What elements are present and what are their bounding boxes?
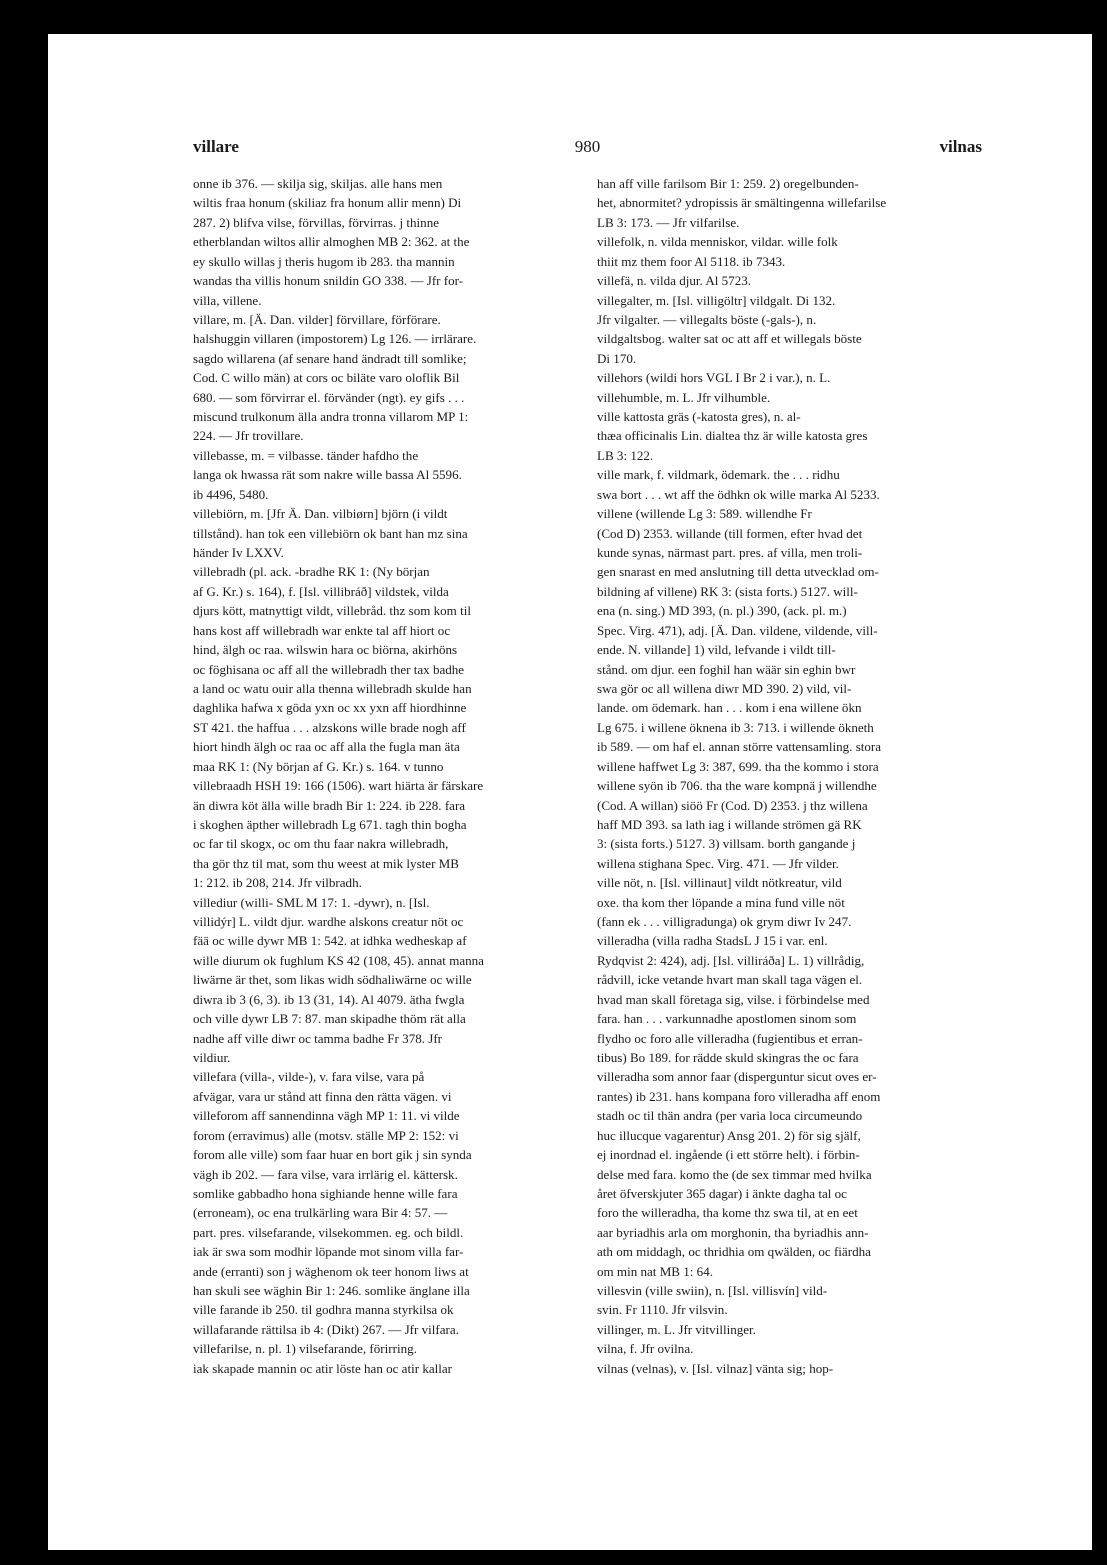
text-line: hind, älgh oc raa. wilswin hara oc biörna, akirhöns <box>193 642 458 658</box>
text-line: af G. Kr.) s. 164), f. [Isl. villibráð] vildstek, vilda <box>193 583 449 599</box>
text-line: sagdo willarena (af senare hand ändradt till somlike; <box>193 350 467 366</box>
text-line: och ville dywr LB 7: 87. man skipadhe thöm rät alla <box>193 1011 466 1027</box>
text-line: maa RK 1: (Ny början af G. Kr.) s. 164. v tunno <box>193 758 444 774</box>
running-header <box>193 137 982 161</box>
text-line: nadhe aff ville diwr oc tamma badhe Fr 378. Jfr <box>193 1030 443 1046</box>
text-line: villare, m. [Ä. Dan. vilder] förvillare, förförare. <box>193 311 441 327</box>
text-line: (erroneam), oc ena trulkärling wara Bir 4: 57. — <box>193 1205 448 1221</box>
text-line: 1: 212. ib 208, 214. Jfr vilbradh. <box>193 875 362 891</box>
text-line: iak är swa som modhir löpande mot sinom villa far- <box>193 1244 464 1260</box>
text-line: afvägar, vara ur stånd att finna den rätta vägen. vi <box>193 1088 452 1104</box>
text-line: 3: (sista forts.) 5127. 3) villsam. borth gangande j <box>597 836 856 852</box>
text-line: bildning af villene) RK 3: (sista forts.) 5127. will- <box>597 583 858 599</box>
text-line: ST 421. the haffua . . . alzskons wille brade nogh aff <box>193 719 466 735</box>
text-line: villebraadh HSH 19: 166 (1506). wart hiärta är färskare <box>193 778 484 794</box>
text-line: om min nat MB 1: 64. <box>597 1263 713 1279</box>
text-line: LB 3: 173. — Jfr vilfarilse. <box>597 214 740 230</box>
text-line: rantes) ib 231. hans kompana foro villeradha aff enom <box>597 1088 881 1104</box>
text-line: tha gör thz til mat, som thu weest at mik lyster MB <box>193 855 459 871</box>
text-line: han aff ville farilsom Bir 1: 259. 2) oregelbunden- <box>597 176 859 191</box>
text-line: stadh oc til thän andra (per varia loca circumeundo <box>597 1108 863 1124</box>
text-line: villehors (wildi hors VGL I Br 2 i var.), n. L. <box>597 370 831 386</box>
text-line: wiltis fraa honum (skiliaz fra honum allir menn) Di <box>193 195 462 211</box>
text-line: vildgaltsbog. walter sat oc att aff et willegals böste <box>597 331 862 347</box>
header-left-headword: villare <box>193 137 239 156</box>
text-line: villeradha som annor faar (disperguntur sicut oves er- <box>597 1069 877 1085</box>
text-line: stånd. om djur. een foghil han wäär sin eghin bwr <box>597 661 856 677</box>
text-line: villebasse, m. = vilbasse. tänder hafdho the <box>193 447 419 463</box>
text-line: thiit mz them foor Al 5118. ib 7343. <box>597 253 786 269</box>
text-line: villeradha (villa radha StadsL J 15 i var. enl. <box>597 933 828 949</box>
text-line: flydho oc foro alle villeradha (fugientibus et erran- <box>597 1030 863 1046</box>
text-line: a land oc watu ouir alla thenna willebradh skulde han <box>193 680 472 696</box>
text-line: vilnas (velnas), v. [Isl. vilnaz] vänta sig; hop- <box>597 1360 834 1376</box>
text-line: swa bort . . . wt aff the ödhkn ok wille marka Al 5233. <box>597 486 880 502</box>
text-line: wandas tha villis honum snildin GO 338. — Jfr for- <box>193 273 464 289</box>
text-line: villidýr] L. vildt djur. wardhe alskons creatur nöt oc <box>193 914 464 930</box>
text-line: svin. Fr 1110. Jfr vilsvin. <box>597 1302 728 1318</box>
text-line: huc illucque vagarentur) Ansg 201. 2) för sig själf, <box>597 1127 861 1143</box>
text-line: ey skullo willas j theris hugom ib 283. tha mannin <box>193 253 455 269</box>
text-line: året öfverskjuter 365 dagar) i änkte dagha tal oc <box>597 1185 847 1201</box>
text-line: (fann ek . . . villigradunga) ok grym diwr Iv 247. <box>597 914 852 930</box>
text-line: villegalter, m. [Isl. villigöltr] vildgalt. Di 132. <box>597 292 836 308</box>
text-line: tibus) Bo 189. for rädde skuld skingras the oc fara <box>597 1049 859 1065</box>
page-number: 980 <box>574 137 601 156</box>
text-line: willene haffwet Lg 3: 387, 699. tha the kommo i stora <box>597 758 879 774</box>
text-line: villefarilse, n. pl. 1) vilsefarande, förirring. <box>193 1341 417 1357</box>
text-line: villefä, n. vilda djur. Al 5723. <box>597 273 752 289</box>
text-line: Spec. Virg. 471), adj. [Ä. Dan. vildene, vildende, vill- <box>597 622 878 638</box>
text-line: vägh ib 202. — fara vilse, vara irrlärig el. kättersk. <box>193 1166 458 1182</box>
text-line: kunde synas, närmast part. pres. af villa, men troli- <box>597 545 863 561</box>
text-line: han skuli see wäghin Bir 1: 246. somlike änglane illa <box>193 1283 470 1299</box>
text-line: ib 589. — om haf el. annan större vattensamling. stora <box>597 739 882 755</box>
text-line: fää oc wille dywr MB 1: 542. at idhka wedheskap af <box>193 933 467 949</box>
text-line: Jfr vilgalter. — villegalts böste (-gals-), n. <box>597 311 817 327</box>
text-line: oc far til skogx, oc om thu faar nakra willebradh, <box>193 836 449 852</box>
text-line: än diwra köt älla wille bradh Bir 1: 224. ib 228. fara <box>193 797 466 813</box>
text-line: ville kattosta gräs (-katosta gres), n. al- <box>597 409 801 425</box>
text-line: ej inordnad el. ingående (i ett större helt). i förbin- <box>597 1147 860 1163</box>
text-line: 680. — som förvirrar el. förvänder (ngt). ey gifs . . . <box>193 389 465 405</box>
text-line: swa gör oc all willena diwr MD 390. 2) vild, vil- <box>597 680 852 696</box>
text-line: i skoghen äpther willebradh Lg 671. tagh thin bogha <box>193 816 467 832</box>
text-line: Cod. C willo män) at cors oc biläte varo oloflik Bil <box>193 370 460 386</box>
text-line: iak skapade mannin oc atir löste han oc atir kallar <box>193 1360 453 1376</box>
left-column <box>193 174 574 1394</box>
text-line: ath om middagh, oc thridhia om qwälden, oc fiärdha <box>597 1244 871 1260</box>
text-line: foro the willeradha, tha kome thz swa til, at en eet <box>597 1205 858 1221</box>
text-line: vildiur. <box>193 1049 231 1065</box>
text-line: liwärne är thet, som likas widh södhaliwärne oc wille <box>193 972 472 988</box>
text-line: ville farande ib 250. til godhra manna styrkilsa ok <box>193 1302 454 1318</box>
text-line: gen snarast en med anslutning till detta utvecklad om- <box>597 564 879 580</box>
text-line: etherblandan wiltos allir almoghen MB 2: 362. at the <box>193 234 470 250</box>
text-line: thæa officinalis Lin. dialtea thz är wille katosta gres <box>597 428 868 444</box>
text-line: forom (erravimus) alle (motsv. ställe MP 2: 152: vi <box>193 1127 459 1143</box>
text-line: 287. 2) blifva vilse, förvillas, förvirras. j thinne <box>193 214 440 230</box>
text-line: tillstånd). han tok een villebiörn ok bant han mz sina <box>193 525 468 541</box>
text-line: ib 4496, 5480. <box>193 486 269 502</box>
text-line: (Cod D) 2353. willande (till formen, efter hvad det <box>597 525 863 541</box>
text-line: händer Iv LXXV. <box>193 545 284 561</box>
text-line: willena stighana Spec. Virg. 471. — Jfr vilder. <box>597 855 839 871</box>
text-line: villesvin (ville swiin), n. [Isl. villisvín] vild- <box>597 1283 828 1299</box>
text-line: ville nöt, n. [Isl. villinaut] vildt nötkreatur, vild <box>597 875 842 891</box>
text-line: oxe. tha kom ther löpande a mina fund ville nöt <box>597 894 845 910</box>
text-line: villeforom aff sannendinna vägh MP 1: 11. vi vilde <box>193 1108 460 1124</box>
text-line: villefolk, n. vilda menniskor, vildar. wille folk <box>597 234 838 250</box>
text-line: villinger, m. L. Jfr vitvillinger. <box>597 1321 756 1337</box>
text-line: 224. — Jfr trovillare. <box>193 428 304 444</box>
text-line: villebiörn, m. [Jfr Ä. Dan. vilbiørn] björn (i vildt <box>193 506 448 522</box>
text-line: het, abnormitet? ydropissis är smältingenna willefarilse <box>597 195 887 211</box>
text-line: oc föghisana oc aff all the willebradh ther tax badhe <box>193 661 465 677</box>
text-line: ende. N. villande] 1) vild, lefvande i vildt till- <box>597 642 836 658</box>
text-line: forom alle ville) som faar huar en bort gik j sin synda <box>193 1147 472 1163</box>
text-line: ande (erranti) son j wäghenom ok teer honom liws at <box>193 1263 469 1279</box>
header-right-headword: vilnas <box>939 137 982 156</box>
text-line: halshuggin villaren (impostorem) Lg 126. — irrlärare. <box>193 331 477 347</box>
text-line: miscund trulkonum älla andra tronna villarom MP 1: <box>193 409 469 425</box>
text-line: villehumble, m. L. Jfr vilhumble. <box>597 389 771 405</box>
text-line: onne ib 376. — skilja sig, skiljas. alle hans men <box>193 176 443 191</box>
text-line: aar byriadhis arla om morghonin, tha byriadhis ann- <box>597 1224 869 1240</box>
text-line: delse med fara. komo the (de sex timmar med hvilka <box>597 1166 872 1182</box>
text-line: willafarande rättilsa ib 4: (Dikt) 267. — Jfr vilfara. <box>193 1321 459 1337</box>
text-line: wille diurum ok fughlum KS 42 (108, 45). annat manna <box>193 952 484 968</box>
text-line: Di 170. <box>597 350 637 366</box>
text-line: willene syön ib 706. tha the ware kompnä j willendhe <box>597 778 877 794</box>
text-line: lande. om ödemark. han . . . kom i ena willene ökn <box>597 700 862 716</box>
text-line: villa, villene. <box>193 292 262 308</box>
text-line: langa ok hwassa rät som nakre wille bassa Al 5596. <box>193 467 462 483</box>
text-line: djurs kött, matnyttigt vildt, villebråd. thz som kom til <box>193 603 471 619</box>
text-line: somlike gabbadho hona sighiande henne wille fara <box>193 1185 458 1201</box>
text-line: Lg 675. i willene öknena ib 3: 713. i willende ökneth <box>597 719 874 735</box>
text-line: villediur (willi- SML M 17: 1. -dywr), n. [Isl. <box>193 894 430 910</box>
text-line: Rydqvist 2: 424), adj. [Isl. villiráða] L. 1) villrådig, <box>597 952 865 968</box>
text-line: villene (willende Lg 3: 589. willendhe Fr <box>597 506 812 522</box>
text-line: vilna, f. Jfr ovilna. <box>597 1341 694 1357</box>
text-line: diwra ib 3 (6, 3). ib 13 (31, 14). Al 4079. ätha fwgla <box>193 991 465 1007</box>
text-line: LB 3: 122. <box>597 447 654 463</box>
text-line: (Cod. A willan) siöö Fr (Cod. D) 2353. j thz willena <box>597 797 868 813</box>
text-line: daghlika hafwa x göda yxn oc xx yxn aff hiordhinne <box>193 700 467 716</box>
text-line: hans kost aff willebradh war enkte tal aff hiort oc <box>193 622 451 638</box>
text-line: rådvill, icke vetande hvart man skall taga vägen el. <box>597 972 863 988</box>
text-line: villefara (villa-, vilde-), v. fara vilse, vara på <box>193 1069 425 1085</box>
text-line: fara. han . . . varkunnadhe apostlomen sinom som <box>597 1011 857 1027</box>
text-line: hiort hindh älgh oc raa oc aff alla the fugla man äta <box>193 739 460 755</box>
text-line: hvad man skall företaga sig, vilse. i förbindelse med <box>597 991 870 1007</box>
text-line: villebradh (pl. ack. -bradhe RK 1: (Ny början <box>193 564 430 580</box>
text-line: haff MD 393. sa lath iag i willande strömen gä RK <box>597 816 862 832</box>
text-line: part. pres. vilsefarande, vilsekommen. eg. och bildl. <box>193 1224 464 1240</box>
right-column <box>597 174 978 1394</box>
text-line: ena (n. sing.) MD 393, (n. pl.) 390, (ack. pl. m.) <box>597 603 847 619</box>
text-line: ville mark, f. vildmark, ödemark. the . . . ridhu <box>597 467 840 483</box>
